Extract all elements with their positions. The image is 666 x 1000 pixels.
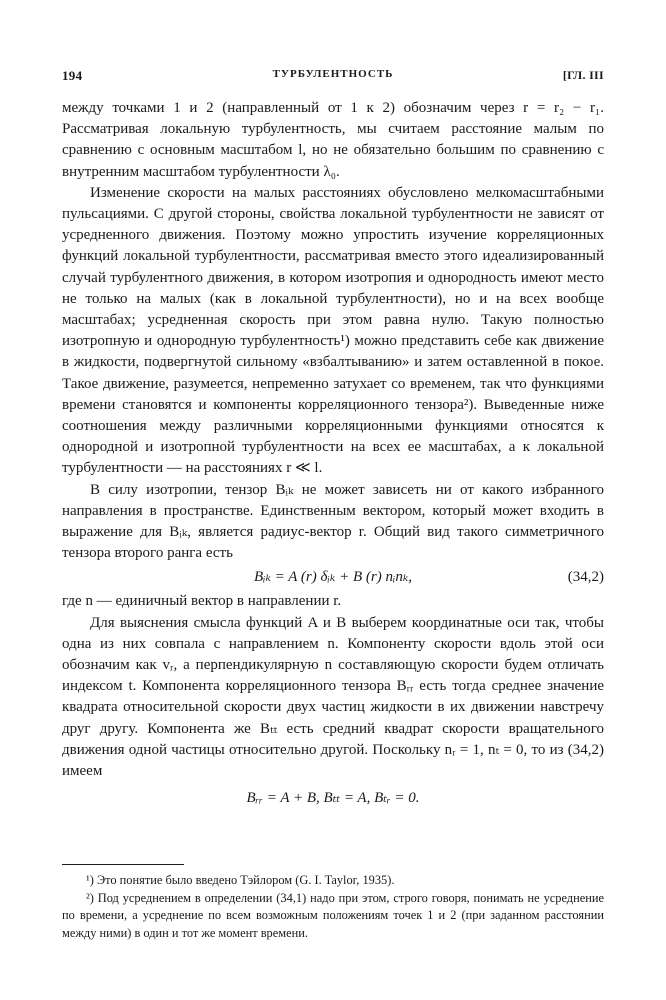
main-text [62, 98, 604, 812]
equation-number: (34,2) [567, 569, 604, 586]
paragraph-2: Изменение скорости на малых расстояниях обусловлено мелкомасштабными пульсациями. С другой стороны, свойства локальной турбулентности не зависят от усредненного движения. Поэтому можно упростить изучение корреляционных функций локальной турбулентности, рассматривая вместо этого идеализированный случай турбулентного движения, в котором изотропия и однородность имеют место не только на малых (как в локальной турбулентности), но и на всех вообще масштабах; усредненная скорость при этом равна нулю. Такую полностью изотропную и однородную турбулентность¹) можно представить себе как движение в жидкости, подвергнутой сильному «взбалтыванию» и затем оставленной в покое. Такое движение, разумеется, непременно затухает со временем, так что функциями времени становятся и компоненты корреляционного тензора²). Выведенные ниже соотношения между различными корреляционными функциями относятся к однородной и изотропной турбулентности на всех ее масштабах, а к локальной турбулентности — на расстояниях r ≪ l. [62, 184, 604, 477]
equation-expression: Bᵢₖ = A (r) δᵢₖ + B (r) nᵢnₖ, [253, 569, 413, 586]
equation-34-2 [62, 565, 604, 589]
equation-components [62, 784, 604, 812]
paragraph-4: где n — единичный вектор в направлении r. [62, 593, 342, 610]
footnote-divider [62, 864, 184, 865]
paragraph-5: Для выяснения смысла функций A и B выберем координатные оси так, чтобы одна из них совпала с направлением n. Компоненту скорости вдоль этой оси обозначим как vᵣ, а перпендикулярную n составляющую скорости будем отличать индексом t. Компонента корреляционного тензора Bᵣᵣ есть тогда среднее значение квадрата относительной скорости двух частиц жидкости в их движении навстречу друг другу. Компонента же Bₜₜ есть средний квадрат скорости вращательного движения одной частицы относительно другой. Поскольку nᵣ = 1, nₜ = 0, то из (34,2) имеем [62, 614, 604, 780]
paragraph-1: между точками 1 и 2 (направленный от 1 к 2) обозначим через r = r₂ − r₁. Рассматривая локальную турбулентность, мы считаем расстояние малым по сравнению с основным масштабом l, но не обязательно большим по сравнению с внутренним масштабом турбулентности λ₀. [62, 100, 604, 180]
chapter-label: [ГЛ. III [562, 68, 604, 82]
page-number: 194 [62, 68, 83, 83]
footnote-2: ²) Под усреднением в определении (34,1) надо при этом, строго говоря, понимать не усреднение по времени, а усреднение по всем возможным положениям точек 1 и 2 (при заданном расстоянии между ними) в один и тот же момент времени. [62, 890, 604, 940]
running-title: ТУРБУЛЕНТНОСТЬ [272, 68, 394, 80]
equation-components-expression: Bᵣᵣ = A + B, Bₜₜ = A, Bₜᵣ = 0. [246, 790, 420, 807]
running-header [62, 68, 604, 86]
footnote-1: ¹) Это понятие было введено Тэйлором (G. I. Taylor, 1935). [86, 873, 395, 887]
footnotes [62, 872, 604, 942]
paragraph-3: В силу изотропии, тензор Bᵢₖ не может зависеть ни от какого избранного направления в пространстве. Единственным вектором, который может входить в выражение для Bᵢₖ, является радиус-вектор r. Общий вид такого симметричного тензора второго ранга есть [62, 481, 604, 562]
